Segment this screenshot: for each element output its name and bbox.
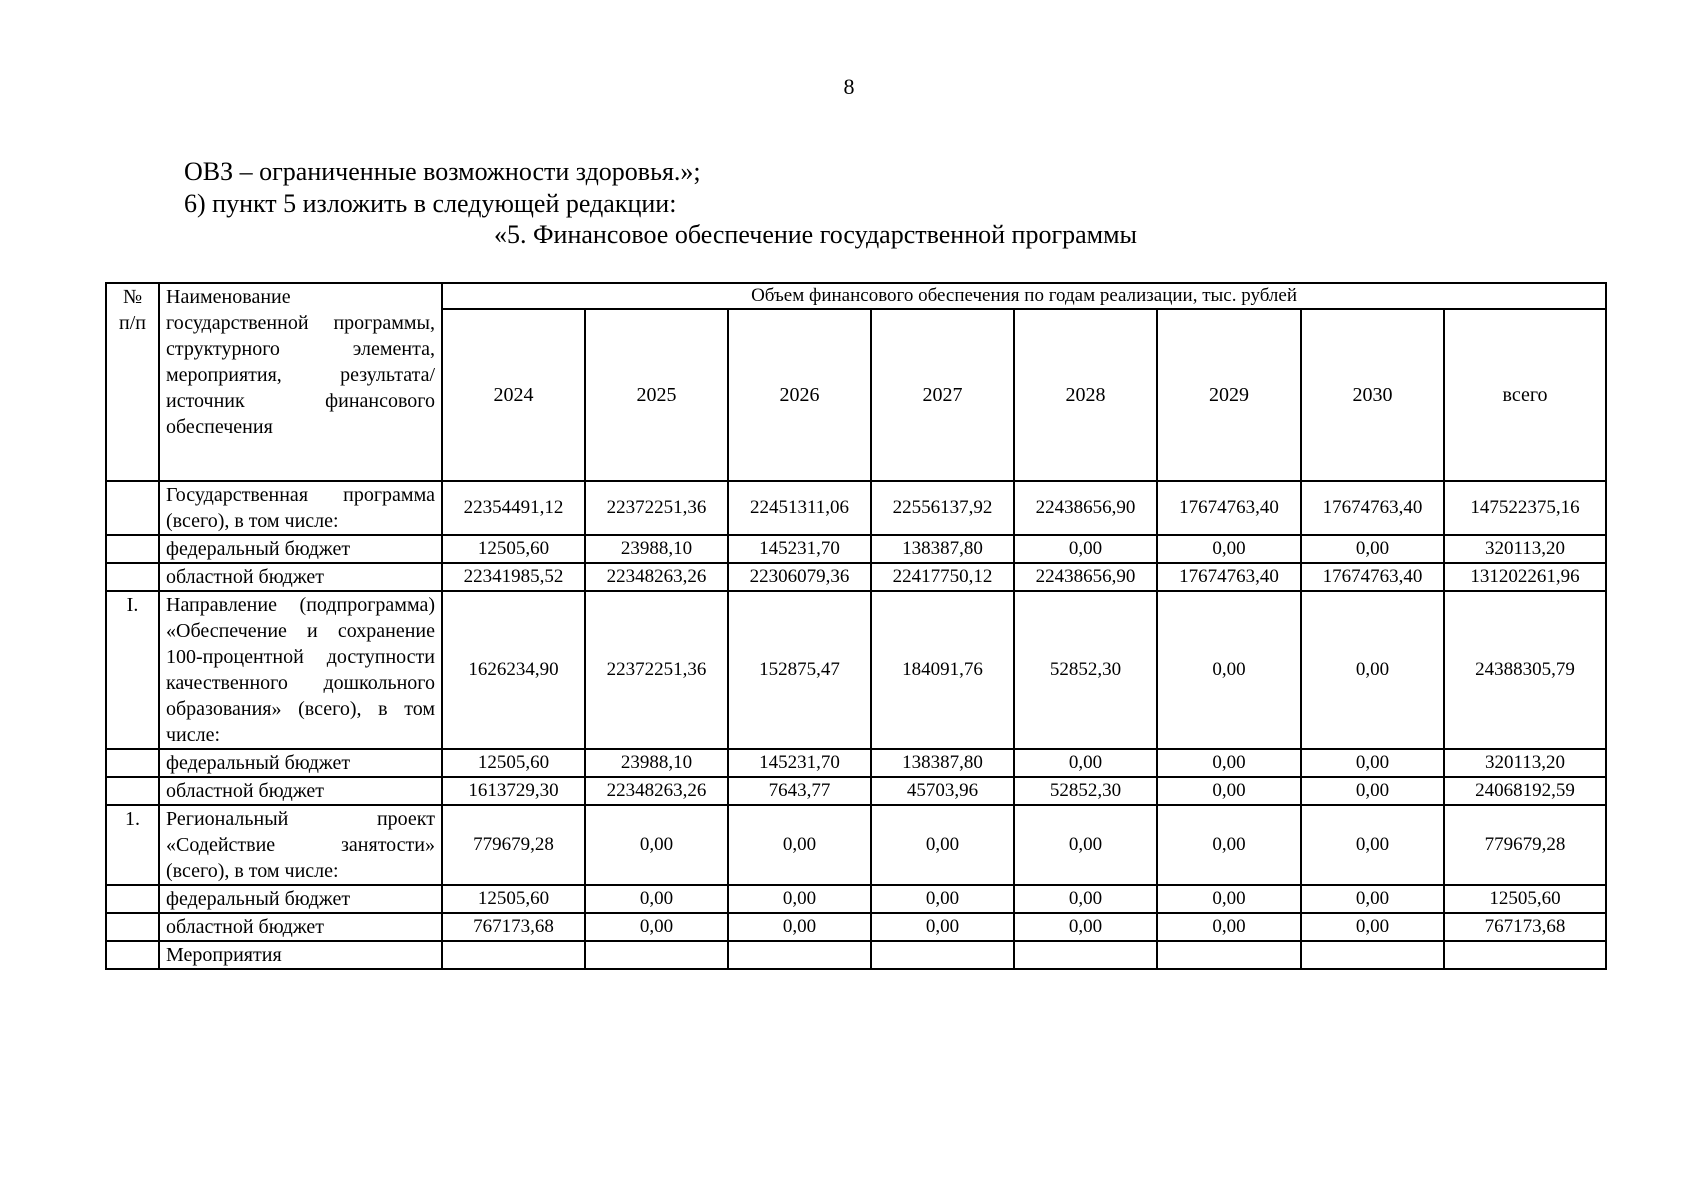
header-volume-group: Объем финансового обеспечения по годам реализации, тыс. рублей — [442, 283, 1606, 309]
row-value — [1014, 941, 1157, 969]
row-number — [106, 777, 159, 805]
row-value: 17674763,40 — [1301, 481, 1444, 535]
row-name: Направление (подпрограмма) «Обеспечение и сохранение 100-процентной доступности качественного дошкольного образования» (всего), в том числе: — [159, 591, 442, 749]
row-value: 0,00 — [871, 885, 1014, 913]
row-value: 0,00 — [728, 885, 871, 913]
row-value: 184091,76 — [871, 591, 1014, 749]
header-year: 2025 — [585, 309, 728, 481]
row-value: 22438656,90 — [1014, 481, 1157, 535]
section-title: «5. Финансовое обеспечение государственной программы — [494, 220, 1138, 249]
row-value: 22417750,12 — [871, 563, 1014, 591]
row-value: 0,00 — [1157, 805, 1301, 885]
row-number — [106, 563, 159, 591]
row-value: 52852,30 — [1014, 777, 1157, 805]
row-value: 22341985,52 — [442, 563, 585, 591]
row-value: 22556137,92 — [871, 481, 1014, 535]
row-value: 0,00 — [1014, 805, 1157, 885]
row-number — [106, 941, 159, 969]
row-value: 1613729,30 — [442, 777, 585, 805]
table-header — [106, 283, 1606, 481]
header-year: 2029 — [1157, 309, 1301, 481]
row-value: 23988,10 — [585, 535, 728, 563]
row-number — [106, 535, 159, 563]
header-year: 2024 — [442, 309, 585, 481]
row-value: 145231,70 — [728, 749, 871, 777]
row-value: 138387,80 — [871, 535, 1014, 563]
table-row — [106, 805, 1606, 885]
table-row — [106, 481, 1606, 535]
row-value: 22348263,26 — [585, 563, 728, 591]
row-value: 0,00 — [1301, 535, 1444, 563]
row-name: федеральный бюджет — [159, 535, 442, 563]
row-value: 779679,28 — [1444, 805, 1606, 885]
row-value: 0,00 — [1157, 535, 1301, 563]
row-value: 17674763,40 — [1157, 563, 1301, 591]
table-row — [106, 913, 1606, 941]
row-value: 0,00 — [871, 913, 1014, 941]
intro-line-1: ОВЗ – ограниченные возможности здоровья.»; — [184, 157, 701, 186]
header-year: 2027 — [871, 309, 1014, 481]
row-value: 0,00 — [1157, 885, 1301, 913]
table-row — [106, 777, 1606, 805]
row-value: 0,00 — [1157, 777, 1301, 805]
row-name: Региональный проект «Содействие занятости» (всего), в том числе: — [159, 805, 442, 885]
row-value: 24068192,59 — [1444, 777, 1606, 805]
table-row — [106, 563, 1606, 591]
row-value: 131202261,96 — [1444, 563, 1606, 591]
row-value: 12505,60 — [442, 885, 585, 913]
row-value: 152875,47 — [728, 591, 871, 749]
row-value: 320113,20 — [1444, 535, 1606, 563]
row-value: 0,00 — [1301, 885, 1444, 913]
row-value: 0,00 — [1301, 749, 1444, 777]
row-value: 0,00 — [1014, 749, 1157, 777]
row-value: 22372251,36 — [585, 481, 728, 535]
row-value: 12505,60 — [442, 749, 585, 777]
row-value: 0,00 — [1301, 777, 1444, 805]
row-name: областной бюджет — [159, 777, 442, 805]
row-value — [728, 941, 871, 969]
row-value: 767173,68 — [442, 913, 585, 941]
header-year: 2028 — [1014, 309, 1157, 481]
row-number — [106, 885, 159, 913]
row-value: 0,00 — [1157, 591, 1301, 749]
row-value: 145231,70 — [728, 535, 871, 563]
row-value — [1157, 941, 1301, 969]
row-value: 147522375,16 — [1444, 481, 1606, 535]
row-value: 0,00 — [871, 805, 1014, 885]
table-row — [106, 941, 1606, 969]
row-number — [106, 481, 159, 535]
row-value: 22354491,12 — [442, 481, 585, 535]
header-name: Наименование государственной программы, структурного элемента, мероприятия, результата/ источник финансового обеспечения — [159, 283, 442, 481]
row-value — [1444, 941, 1606, 969]
row-value — [442, 941, 585, 969]
header-number: № п/п — [106, 283, 159, 481]
header-year: 2030 — [1301, 309, 1444, 481]
row-value: 0,00 — [1014, 535, 1157, 563]
financing-table — [105, 282, 1607, 970]
row-value: 0,00 — [1157, 749, 1301, 777]
row-value: 17674763,40 — [1157, 481, 1301, 535]
table-row — [106, 535, 1606, 563]
intro-line-2: 6) пункт 5 изложить в следующей редакции: — [184, 189, 677, 218]
row-value: 12505,60 — [1444, 885, 1606, 913]
row-value: 22348263,26 — [585, 777, 728, 805]
row-value: 12505,60 — [442, 535, 585, 563]
row-value: 7643,77 — [728, 777, 871, 805]
row-value: 1626234,90 — [442, 591, 585, 749]
row-value — [585, 941, 728, 969]
row-value: 138387,80 — [871, 749, 1014, 777]
row-value: 22372251,36 — [585, 591, 728, 749]
page-number: 8 — [843, 74, 855, 99]
row-name: Мероприятия — [159, 941, 442, 969]
table-row — [106, 591, 1606, 749]
row-value: 0,00 — [1301, 591, 1444, 749]
row-value: 0,00 — [585, 885, 728, 913]
row-value: 0,00 — [1014, 913, 1157, 941]
row-name: областной бюджет — [159, 563, 442, 591]
row-value: 0,00 — [585, 805, 728, 885]
row-value: 45703,96 — [871, 777, 1014, 805]
row-value: 22306079,36 — [728, 563, 871, 591]
row-value: 0,00 — [1301, 805, 1444, 885]
row-value: 52852,30 — [1014, 591, 1157, 749]
row-value: 0,00 — [585, 913, 728, 941]
row-number — [106, 749, 159, 777]
row-value — [871, 941, 1014, 969]
row-value: 0,00 — [1014, 885, 1157, 913]
row-number — [106, 913, 159, 941]
table-row — [106, 749, 1606, 777]
row-value: 0,00 — [728, 805, 871, 885]
row-value: 0,00 — [728, 913, 871, 941]
row-name: областной бюджет — [159, 913, 442, 941]
row-value: 23988,10 — [585, 749, 728, 777]
row-value: 767173,68 — [1444, 913, 1606, 941]
row-value: 22451311,06 — [728, 481, 871, 535]
row-number: I. — [106, 591, 159, 749]
row-value — [1301, 941, 1444, 969]
table-body — [106, 481, 1606, 969]
table-row — [106, 885, 1606, 913]
row-number: 1. — [106, 805, 159, 885]
row-value: 0,00 — [1157, 913, 1301, 941]
row-value: 17674763,40 — [1301, 563, 1444, 591]
row-value: 24388305,79 — [1444, 591, 1606, 749]
row-value: 22438656,90 — [1014, 563, 1157, 591]
row-name: федеральный бюджет — [159, 749, 442, 777]
row-name: федеральный бюджет — [159, 885, 442, 913]
row-value: 0,00 — [1301, 913, 1444, 941]
header-year: 2026 — [728, 309, 871, 481]
header-total: всего — [1444, 309, 1606, 481]
row-name: Государственная программа (всего), в том числе: — [159, 481, 442, 535]
row-value: 320113,20 — [1444, 749, 1606, 777]
row-value: 779679,28 — [442, 805, 585, 885]
